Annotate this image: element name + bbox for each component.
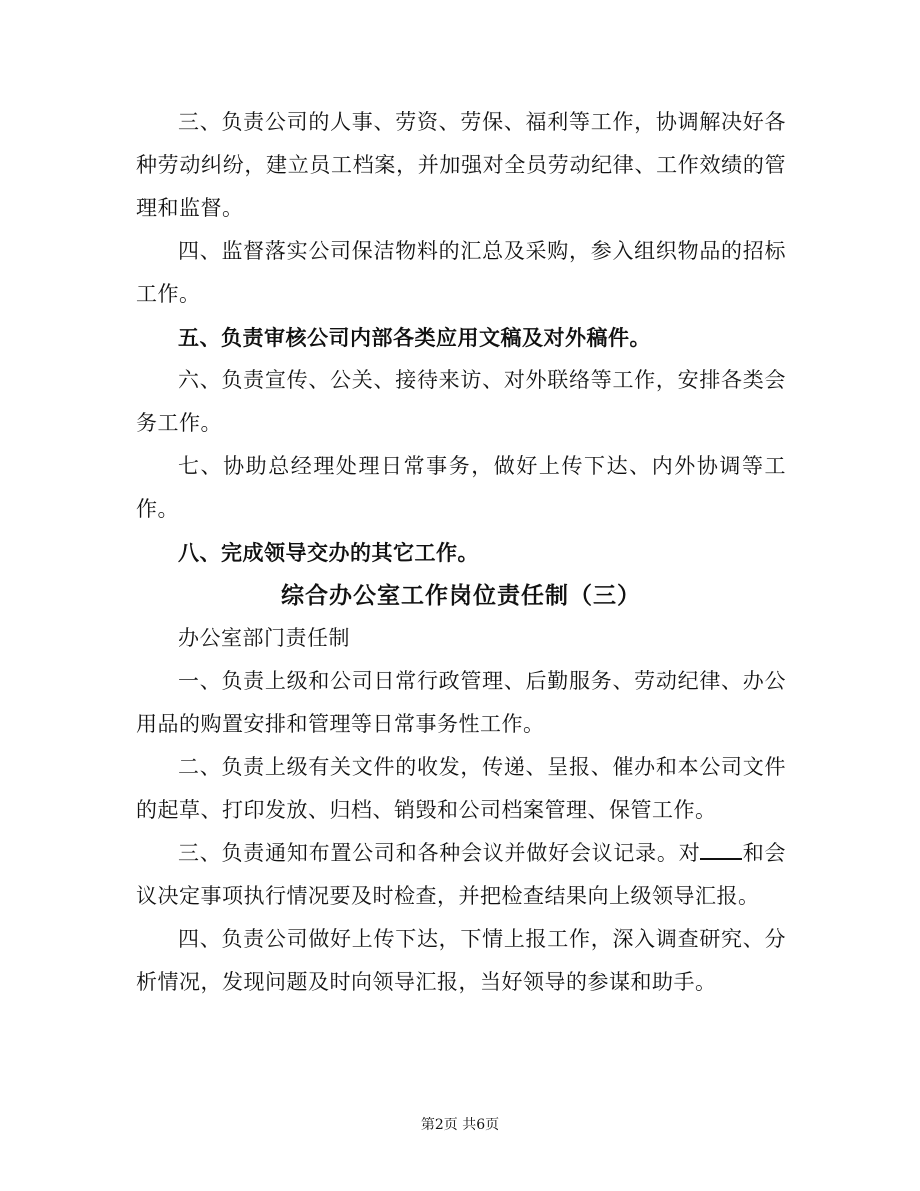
duty-item-7: 七、协助总经理处理日常事务，做好上传下达、内外协调等工作。 — [136, 454, 786, 521]
duty-item-5: 五、负责审核公司内部各类应用文稿及对外稿件。 — [178, 325, 651, 350]
dept-duty-item-2: 二、负责上级有关文件的收发，传递、呈报、催办和本公司文件的起草、打印发放、归档、销毁和公司档案管理、保管工作。 — [136, 755, 786, 822]
document-body — [136, 101, 786, 1004]
duty-item-3: 三、负责公司的人事、劳资、劳保、福利等工作，协调解决好各种劳动纠纷，建立员工档案，并加强对全员劳动纪律、工作效绩的管理和监督。 — [136, 110, 786, 220]
duty-item-6: 六、负责宣传、公关、接待来访、对外联络等工作，安排各类会务工作。 — [136, 368, 786, 435]
duty-item-4: 四、监督落实公司保洁物料的汇总及采购，参入组织物品的招标工作。 — [136, 239, 786, 306]
dept-duty-item-4: 四、负责公司做好上传下达，下情上报工作，深入调查研究、分析情况，发现问题及时向领导汇报，当好领导的参谋和助手。 — [136, 927, 786, 994]
dept-duty-item-1: 一、负责上级和公司日常行政管理、后勤服务、劳动纪律、办公用品的购置安排和管理等日常事务性工作。 — [136, 669, 786, 736]
dept-duty-item-3-part1: 三、负责通知布置公司和各种会议并做好会议记录。对 — [178, 841, 701, 865]
dept-duty-item-3-part2: 和会议决定事项执行情况要及时检查，并把检查结果向上级领导汇报。 — [136, 841, 787, 908]
fill-in-blank — [700, 838, 742, 860]
dept-duty-item-3 — [136, 832, 786, 918]
section-subtitle: 办公室部门责任制 — [178, 626, 350, 650]
section-title: 综合办公室工作岗位责任制（三） — [281, 582, 641, 609]
duty-item-8: 八、完成领导交办的其它工作。 — [178, 540, 479, 565]
page-number: 第2页 共6页 — [420, 1117, 500, 1133]
